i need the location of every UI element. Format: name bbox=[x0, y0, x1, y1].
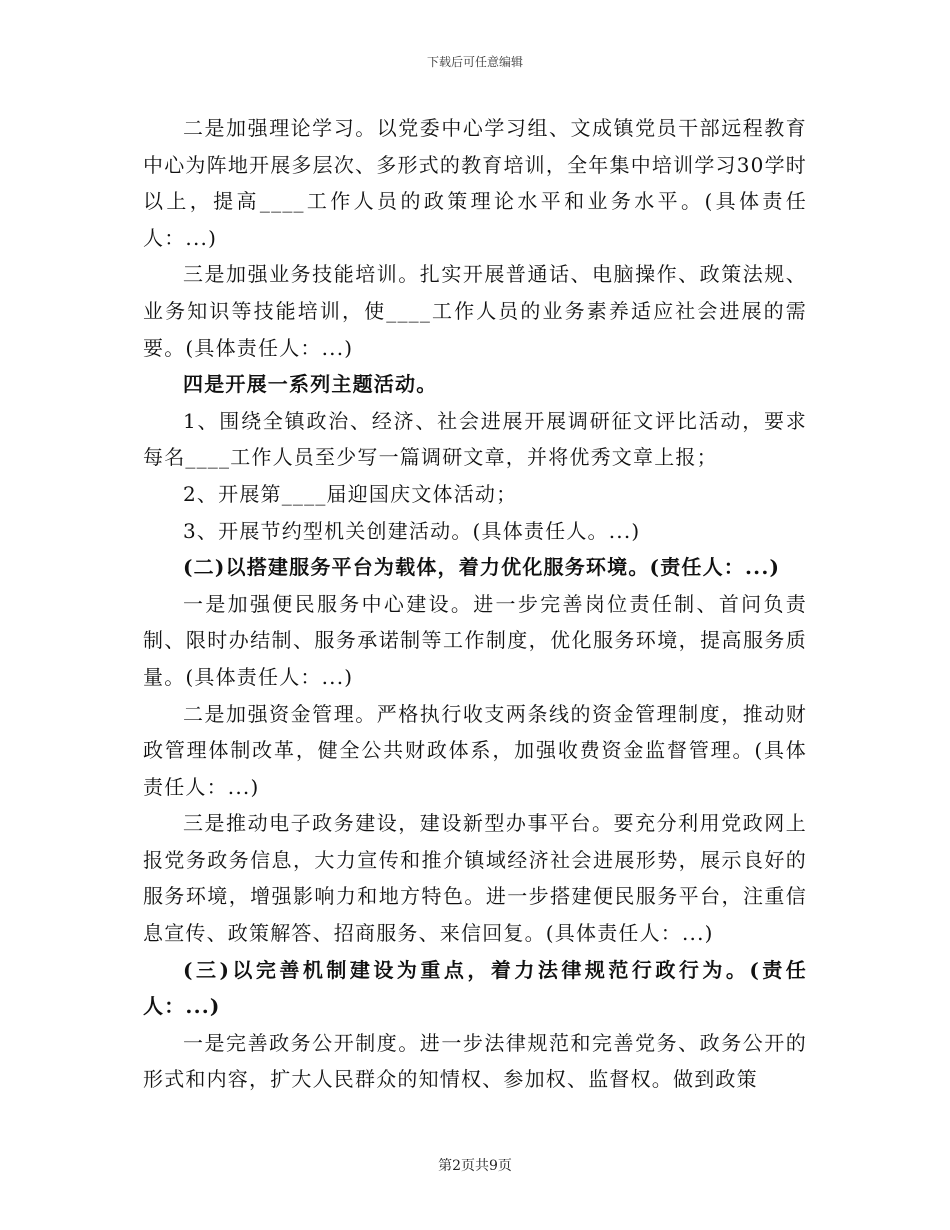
paragraph: 三是推动电子政务建设，建设新型办事平台。要充分利用党政网上报党务政务信息，大力宣传和推介镇域经济社会进展形势，展示良好的服务环境，增强影响力和地方特色。进一步搭建便民服务平台，注重信息宣传、政策解答、招商服务、来信回复。(具体责任人：...) bbox=[143, 811, 807, 946]
list-item: 2、开展第____届迎国庆文体活动； bbox=[183, 481, 518, 506]
paragraph: 二是加强资金管理。严格执行收支两条线的资金管理制度，推动财政管理体制改革，健全公共财政体系，加强收费资金监督管理。(具体责任人：...) bbox=[143, 701, 807, 799]
paragraph: 一是加强便民服务中心建设。进一步完善岗位责任制、首问负责制、限时办结制、服务承诺制等工作制度，优化服务环境，提高服务质量。(具体责任人：...) bbox=[143, 591, 807, 689]
section-heading: (二)以搭建服务平台为载体，着力优化服务环境。(责任人：...) bbox=[183, 555, 781, 580]
section-heading: (三)以完善机制建设为重点，着力法律规范行政行为。(责任人：...) bbox=[143, 957, 807, 1019]
page-number: 第2页共9页 bbox=[438, 1158, 512, 1174]
list-item: 3、开展节约型机关创建活动。(具体责任人。...) bbox=[183, 518, 641, 543]
paragraph: 三是加强业务技能培训。扎实开展普通话、电脑操作、政策法规、业务知识等技能培训，使____工作人员的业务素养适应社会进展的需要。(具体责任人：...) bbox=[143, 262, 807, 360]
list-item: 1、围绕全镇政治、经济、社会进展开展调研征文评比活动，要求每名____工作人员至少写一篇调研文章，并将优秀文章上报； bbox=[143, 408, 807, 470]
paragraph: 二是加强理论学习。以党委中心学习组、文成镇党员干部远程教育中心为阵地开展多层次、多形式的教育培训，全年集中培训学习30学时以上，提高____工作人员的政策理论水平和业务水平。(具体责任人：...) bbox=[143, 116, 807, 250]
document-body bbox=[143, 110, 807, 1098]
section-heading: 四是开展一系列主题活动。 bbox=[183, 372, 438, 397]
paragraph: 一是完善政务公开制度。进一步法律规范和完善党务、政务公开的形式和内容，扩大人民群众的知情权、参加权、监督权。做到政策 bbox=[143, 1030, 807, 1092]
page-header-note: 下载后可任意编辑 bbox=[426, 55, 523, 69]
